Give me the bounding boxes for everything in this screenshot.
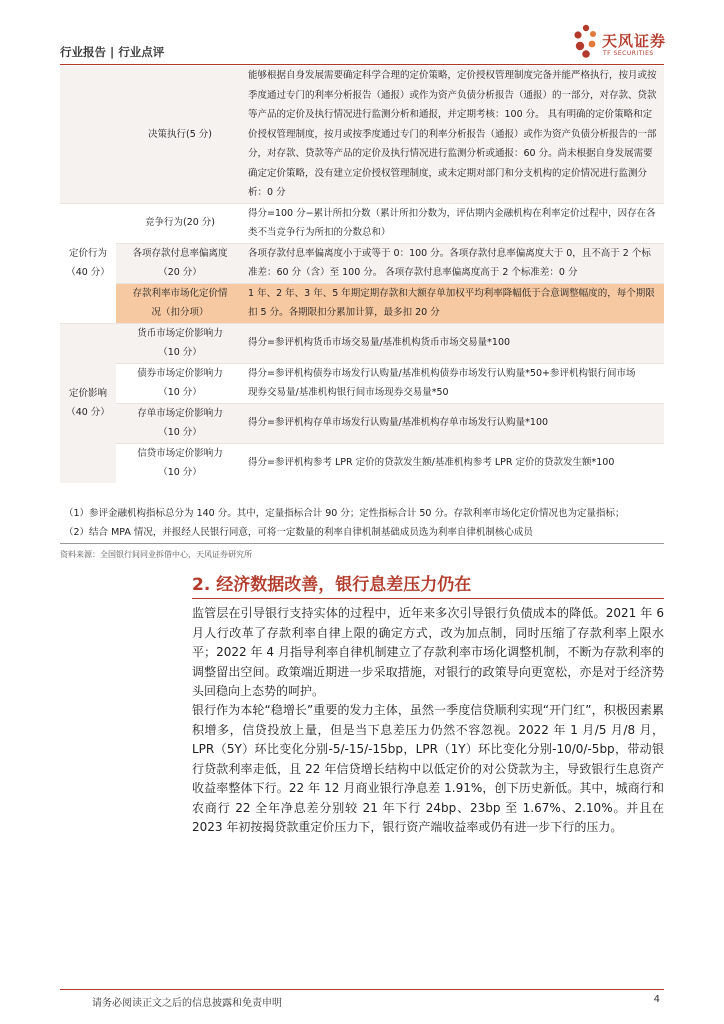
criterion-score: （20 分） xyxy=(158,267,202,278)
paragraph: 监管层在引导银行支持实体的过程中，近年来多次引导银行负债成本的降低。2021 年 6 月人行改革了存款利率自律上限的确定方式，改为加点制，同时压缩了存款利率上限水平；2022 年 4 月指导利率自律机制建立了存款利率市场化调整机制，不断为存款利率的调整留出空间。政策端近期进一步采取措施，对银行的政策导向更宽松，亦是对于经济势头回稳向上态势的呵护。 xyxy=(192,606,664,698)
section-title: 2. 经济数据改善，银行息差压力仍在 xyxy=(192,575,472,595)
footer-divider xyxy=(60,989,664,990)
footer-disclaimer: 请务必阅读正文之后的信息披露和免责申明 xyxy=(92,998,282,1009)
criterion-label: 各项存款付息率偏离度 xyxy=(132,247,228,259)
table-row xyxy=(60,403,664,443)
criterion-desc: 得分=参评机构存单市场发行认购量/基准机构存单市场发行认购量*100 xyxy=(244,403,664,443)
table-note: （1）参评金融机构指标总分为 140 分。其中，定量指标合计 90 分；定性指标合计 50 分。存款利率市场化定价情况也为定量指标； xyxy=(64,508,625,519)
criterion-label: 决策执行(5 分) xyxy=(116,66,244,203)
criterion-desc: 得分=参评机构债券市场发行认购量/基准机构债券市场发行认购量*50+参评机构银行间市场 xyxy=(248,367,636,379)
header-divider xyxy=(60,64,664,65)
scoring-table xyxy=(60,66,664,483)
criterion-desc: 得分=参评机构参考 LPR 定价的贷款发生额/基准机构参考 LPR 定价的贷款发生额*100 xyxy=(244,443,664,483)
source-text: 资料来源：全国银行间同业拆借中心，天风证券研究所 xyxy=(60,550,252,559)
table-row xyxy=(60,283,664,323)
criterion-label: 存款利率市场化定价情 xyxy=(132,287,228,299)
group-score: （40 分） xyxy=(66,267,110,278)
criterion-desc: 1 年、2 年、3 年、5 年期定期存款和大额存单加权平均利率降幅低于合意调整幅度的，每个期限扣 5 分。各期限扣分累加计算，最多扣 20 分 xyxy=(244,283,664,323)
criterion-score: 况（扣分项） xyxy=(151,307,209,318)
criterion-score: （10 分） xyxy=(158,427,202,438)
source-divider xyxy=(60,543,664,544)
criterion-score: （10 分） xyxy=(158,347,202,358)
criterion-label: 信贷市场定价影响力 xyxy=(137,447,223,459)
logo-text: 天风证券 xyxy=(602,32,667,50)
paragraph: 银行作为本轮“稳增长”重要的发力主体，虽然一季度信贷顺利实现“开门红”，积极因素累积增多，信贷投放上量，但是当下息差压力仍然不容忽视。2022 年 1 月/5 月/8 月，LPR（5Y）环比变化分别-5/-15/-15bp，LPR（1Y）环比变化分别-10/0/-5bp，带动银行贷款利率走低，且 22 年信贷增长结构中以低定价的对公贷款为主，导致银行生息资产收益率整体下行。22 年 12 月商业银行净息差 1.91%，创下历史新低。其中，城商行和农商行 22 全年净息差分别较 21 年下行 24bp、23bp 至 1.67%、2.10%。并且在 2023 年初按揭贷款重定价压力下，银行资产端收益率或仍有进一步下行的压力。 xyxy=(192,703,664,834)
criterion-desc: 各项存款付息率偏离度小于或等于 0：100 分。各项存款付息率偏离度大于 0，且不高于 2 个标准差：60 分（含）至 100 分。 各项存款付息率偏离度高于 2 个标准差：0 分 xyxy=(244,243,664,283)
group-label: 定价影响 xyxy=(68,387,107,399)
criterion-label: 债券市场定价影响力 xyxy=(137,367,223,379)
logo-subtitle: TF SECURITIES xyxy=(603,50,654,57)
table-row xyxy=(60,203,664,243)
table-row xyxy=(60,363,664,403)
criterion-score: （10 分） xyxy=(158,387,202,398)
page-number: 4 xyxy=(653,994,660,1005)
table-note: （2）结合 MPA 情况，并报经人民银行同意，可将一定数量的利率自律机制基础成员选为利率自律机制核心成员 xyxy=(64,527,533,538)
criterion-desc: 得分=100 分−累计所扣分数（累计所扣分数为，评估期内金融机构在利率定价过程中，因存在各类不当竞争行为所扣的分数总和） xyxy=(244,203,664,243)
group-label: 定价行为 xyxy=(68,247,107,259)
criterion-label: 货币市场定价影响力 xyxy=(137,327,223,339)
criterion-desc: 得分=参评机构货币市场交易量/基准机构货币市场交易量*100 xyxy=(244,323,664,363)
header-label: 行业报告 | 行业点评 xyxy=(60,45,165,59)
table-row xyxy=(60,323,664,363)
table-row xyxy=(60,243,664,283)
criterion-score: （10 分） xyxy=(158,467,202,478)
table-row xyxy=(60,66,664,203)
criterion-label: 竞争行为(20 分) xyxy=(116,203,244,243)
criterion-desc-cont: 现券交易量/基准机构银行间市场现券交易量*50 xyxy=(248,387,449,398)
criterion-desc: 能够根据自身发展需要确定科学合理的定价策略，定价授权管理制度完备并能严格执行，按月或按季度通过专门的利率分析报告（通报）或作为资产负债分析报告（通报）的一部分，对存款、贷款等产品的定价及执行情况进行监测分析和通报，并定期考核：100 分。 具有明确的定价策略和定价授权管理制度，按月或按季度通过专门的利率分析报告（通报）或作为资产负债分析报告的一部分，对存款、贷款等产品的定价及执行情况进行监测分析或通报：60 分。尚未根据自身发展需要确定定价策略，没有建立定价授权管理制度，或未定期对部门和分支机构的定价情况进行监测分析：0 分 xyxy=(244,66,664,203)
criterion-label: 存单市场定价影响力 xyxy=(137,407,223,419)
group-score: （40 分） xyxy=(66,407,110,418)
section-divider xyxy=(192,598,664,599)
table-row xyxy=(60,443,664,483)
